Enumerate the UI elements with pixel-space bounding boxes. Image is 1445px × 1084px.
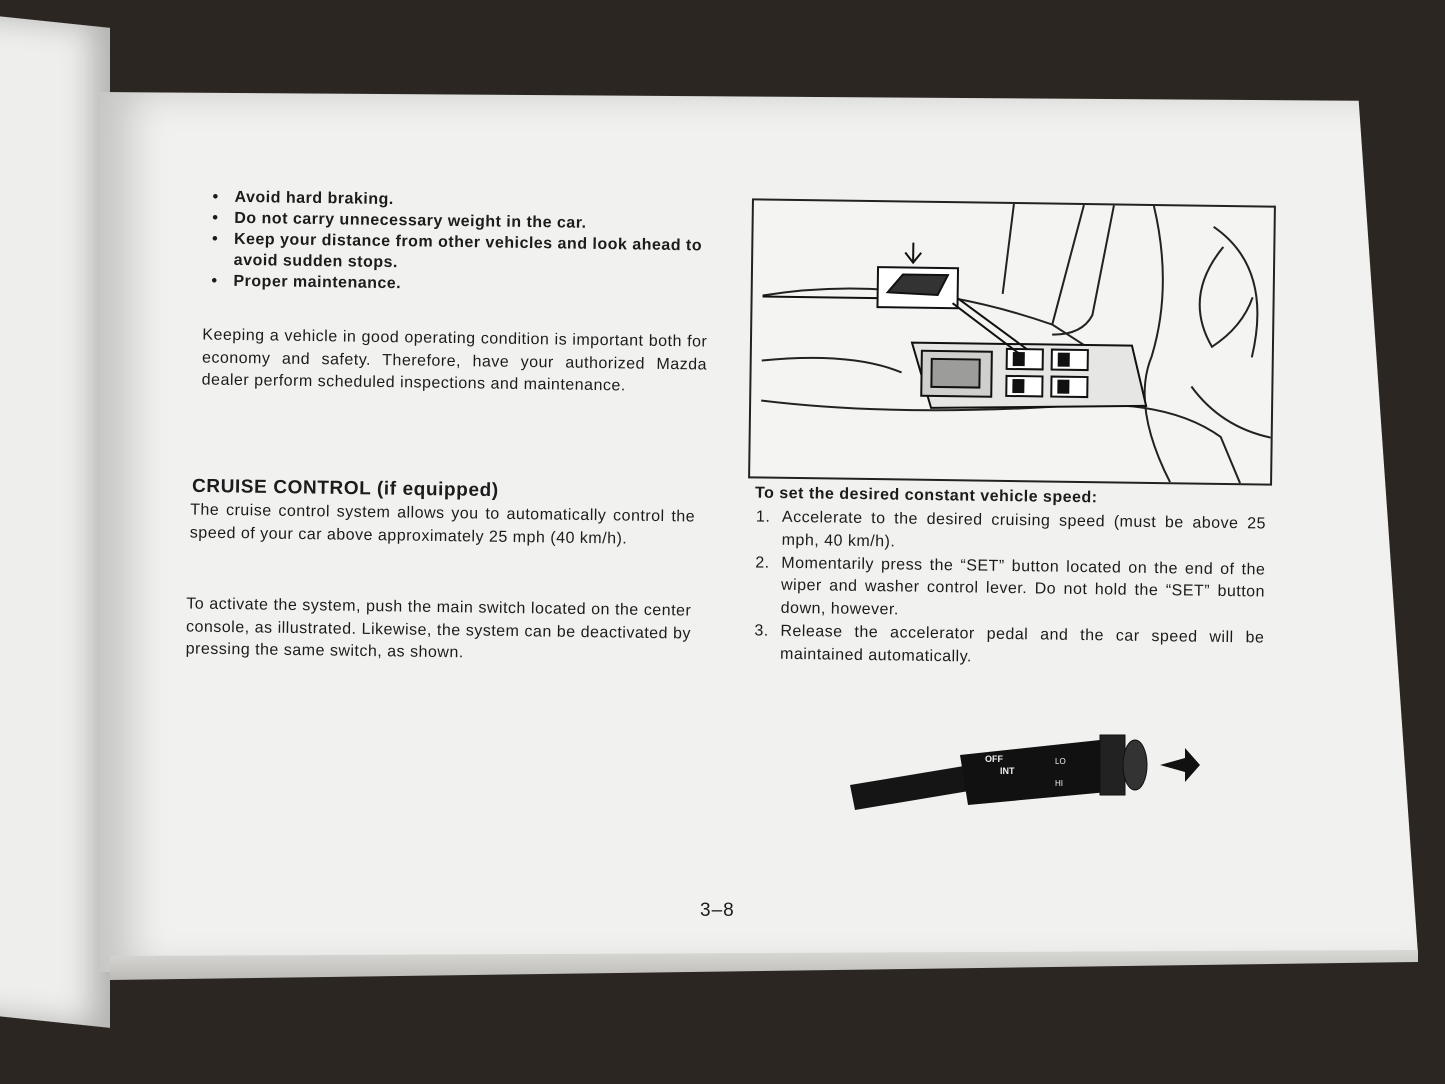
step-text: Release the accelerator pedal and the car speed will be maintained automatically. [779, 622, 1265, 666]
cruise-activate-paragraph: To activate the system, push the main switch located on the center console, as illustrated. Likewise, the system can be deactivated by pressing the same switch, as shown. [185, 595, 692, 662]
bullet-item: • Avoid hard braking. [210, 187, 710, 215]
bullet-item: • Do not carry unnecessary weight in the car. [210, 208, 710, 236]
bullet-item: • Keep your distance from other vehicles and look ahead to avoid sudden stops. [210, 229, 711, 278]
lever-label-hi: HI [1055, 779, 1063, 788]
cruise-intro-paragraph: The cruise control system allows you to automatically control the speed of your car above approximately 25 mph (40 km/h). [189, 501, 696, 548]
wiper-lever-illustration [850, 730, 1200, 820]
console-illustration-svg [750, 200, 1274, 483]
set-speed-title: To set the desired constant vehicle speed: [754, 484, 1098, 507]
step-number: 1. [755, 508, 771, 526]
console-switch-illustration [748, 198, 1276, 485]
section-heading: CRUISE CONTROL (if equipped) [191, 475, 499, 502]
step-item [755, 552, 1266, 628]
step-number: 3. [754, 622, 769, 640]
bullet-item: • Proper maintenance. [209, 271, 709, 299]
step-number: 2. [755, 554, 770, 572]
tips-bullet-list [209, 187, 710, 299]
maintenance-paragraph: Keeping a vehicle in good operating condition is important both for economy and safety. Therefore, have your authorized Mazda dealer perform scheduled inspections and maintenance. [201, 326, 708, 395]
lever-label-lo: LO [1055, 757, 1066, 766]
step-item [754, 620, 1265, 673]
step-text: Momentarily press the “SET” button located on the end of the wiper and washer control lever. Do not hold the “SET” button down, however. [780, 554, 1266, 619]
set-speed-steps [754, 506, 1266, 673]
page-number: 3–8 [700, 900, 735, 921]
lever-label-int: INT [1000, 766, 1015, 776]
step-item [756, 506, 1267, 559]
step-text: Accelerate to the desired cruising speed (must be above 25 mph, 40 km/h). [781, 508, 1267, 551]
lever-label-off: OFF [985, 754, 1003, 764]
